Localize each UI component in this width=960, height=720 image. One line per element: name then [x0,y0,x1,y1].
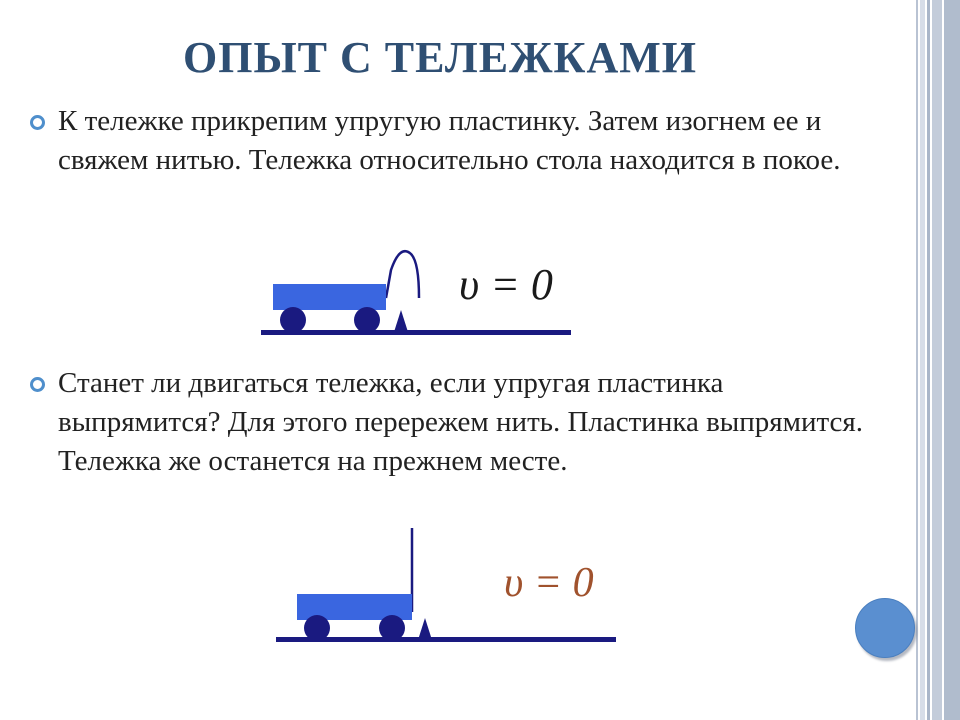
cart-straight-plate-figure [270,520,630,650]
cart-wheel-right [354,307,380,333]
bent-plate [386,251,419,298]
table-track [276,637,616,642]
bullet-item-2 [58,364,878,481]
velocity-formula-1: υ = 0 [459,260,553,309]
navigation-circle-button[interactable] [855,598,915,658]
cart-bent-plate-figure [255,244,585,344]
bullet-text-2: Станет ли двигаться тележка, если упругая пластинка выпрямится? Для этого перережем нить. Пластинка выпрямится. Тележка же останется на прежнем месте. [58,367,864,477]
velocity-formula-2: υ = 0 [504,560,594,606]
support-wedge [394,310,408,332]
bullet-circle-icon [30,377,45,392]
bullet-circle-icon [30,115,45,130]
cart-wheel-left [280,307,306,333]
table-track [261,330,571,335]
support-wedge [418,618,432,640]
bullet-item-1 [58,102,878,180]
decorative-side-border [916,0,960,720]
bullet-text-1: К тележке прикрепим упругую пластинку. Затем изогнем ее и свяжем нитью. Тележка относительно стола находится в покое. [58,105,841,176]
cart-body [273,284,386,310]
slide-title: ОПЫТ С ТЕЛЕЖКАМИ [183,33,697,82]
